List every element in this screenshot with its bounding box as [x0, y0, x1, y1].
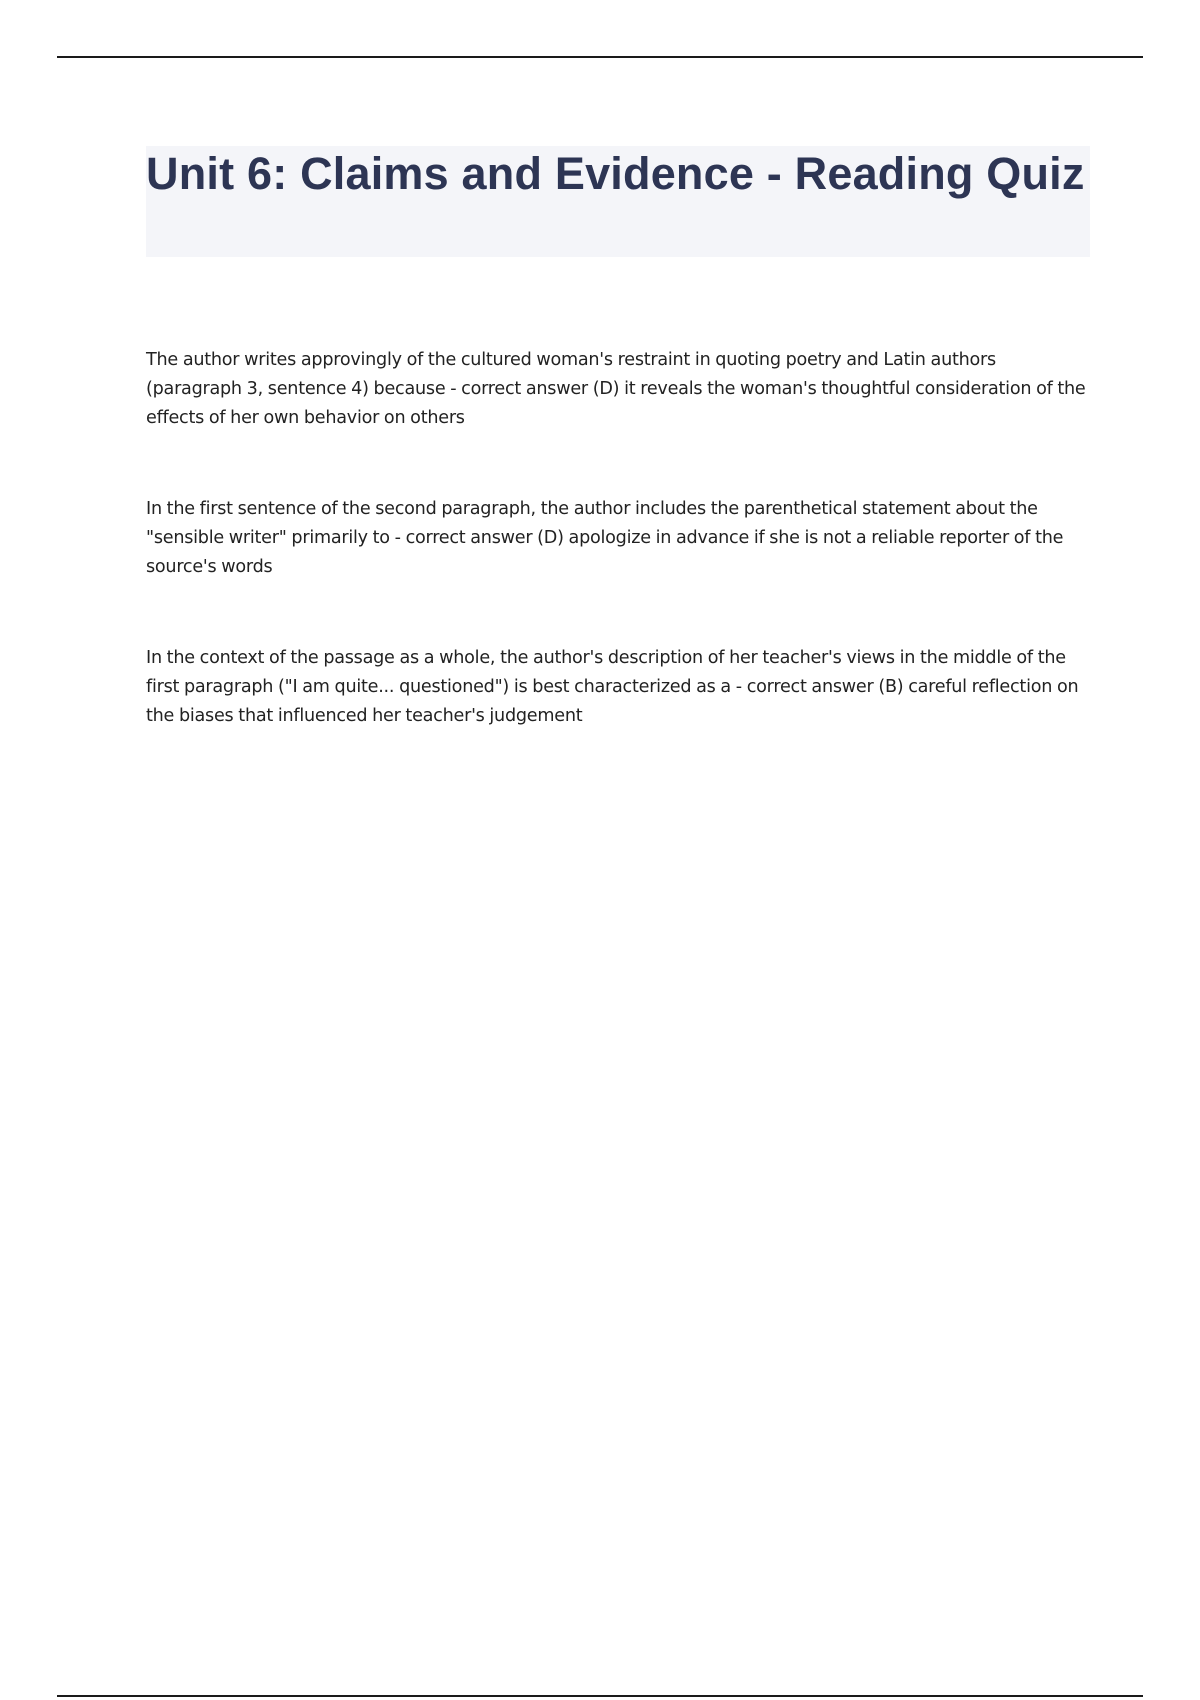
quiz-item-3: In the context of the passage as a whole, the author's description of her teacher's views in the middle of the first paragraph ("I am quite... questioned") is best characterized as a - correct answer (B) careful reflection on the biases that influenced her teacher's judgement — [146, 648, 1079, 726]
top-rule — [57, 56, 1143, 58]
title-block — [146, 146, 1090, 257]
page-title: Unit 6: Claims and Evidence - Reading Quiz — [146, 148, 1085, 199]
quiz-item-2: In the first sentence of the second paragraph, the author includes the parenthetical statement about the "sensible writer" primarily to - correct answer (D) apologize in advance if she is not a reliable reporter of the source's words — [146, 499, 1064, 577]
quiz-item-1: The author writes approvingly of the cultured woman's restraint in quoting poetry and Latin authors (paragraph 3, sentence 4) because - correct answer (D) it reveals the woman's thoughtful consideration of the effects of her own behavior on others — [146, 350, 1086, 428]
bottom-rule — [57, 1695, 1143, 1697]
